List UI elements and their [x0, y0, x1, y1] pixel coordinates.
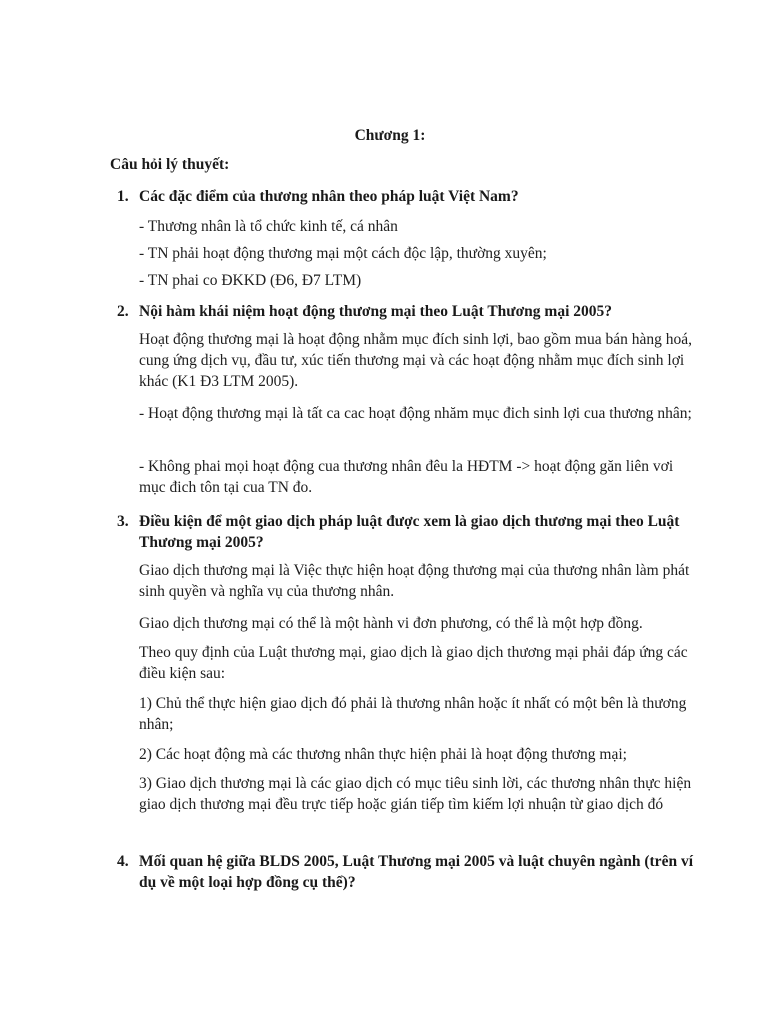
answer-paragraph: - TN phải hoạt động thương mại một cách độc lập, thường xuyên;	[139, 245, 547, 262]
answer-paragraph: Theo quy định của Luật thương mại, giao dịch là giao dịch thương mại phải đáp ứng các điều kiện sau:	[139, 644, 688, 682]
question-number: 3.	[117, 513, 129, 530]
answer-paragraph: Giao dịch thương mại có thể là một hành vi đơn phương, có thể là một hợp đồng.	[139, 615, 643, 632]
question-4-heading	[117, 851, 697, 893]
question-title: Mối quan hệ giữa BLDS 2005, Luật Thương mại 2005 và luật chuyên ngành (trên ví dụ về một loại hợp đồng cụ thể)?	[139, 853, 693, 891]
question-title: Nội hàm khái niệm hoạt động thương mại theo Luật Thương mại 2005?	[139, 303, 613, 320]
question-1-heading	[117, 186, 697, 207]
chapter-title: Chương 1:	[354, 127, 426, 144]
question-number: 1.	[117, 188, 129, 205]
answer-paragraph: 2) Các hoạt động mà các thương nhân thực hiện phải là hoạt động thương mại;	[139, 746, 627, 763]
question-2-heading	[117, 301, 697, 322]
answer-paragraph: - TN phai co ĐKKD (Đ6, Đ7 LTM)	[139, 272, 362, 289]
question-number: 4.	[117, 853, 129, 870]
question-title: Điều kiện để một giao dịch pháp luật được xem là giao dịch thương mại theo Luật Thương mại 2005?	[139, 513, 680, 551]
answer-paragraph: - Không phai mọi hoạt động cua thương nhân đêu la HĐTM -> hoạt động găn liên vơi mục đich tôn tại cua TN đo.	[139, 458, 674, 496]
question-3-heading	[117, 511, 697, 553]
answer-paragraph: - Thương nhân là tổ chức kinh tế, cá nhân	[139, 218, 398, 235]
section-heading: Câu hỏi lý thuyết:	[110, 156, 230, 173]
answer-paragraph: 3) Giao dịch thương mại là các giao dịch có mục tiêu sinh lời, các thương nhân thực hiện giao dịch thương mại đều trực tiếp hoặc gián tiếp tìm kiếm lợi nhuận từ giao dịch đó	[139, 775, 692, 813]
answer-paragraph: Giao dịch thương mại là Việc thực hiện hoạt động thương mại của thương nhân làm phát sinh quyền và nghĩa vụ của thương nhân.	[139, 562, 690, 600]
answer-paragraph: 1) Chủ thể thực hiện giao dịch đó phải là thương nhân hoặc ít nhất có một bên là thương nhân;	[139, 695, 687, 733]
question-number: 2.	[117, 303, 129, 320]
answer-paragraph: Hoạt động thương mại là hoạt động nhằm mục đích sinh lợi, bao gồm mua bán hàng hoá, cung ứng dịch vụ, đầu tư, xúc tiến thương mại và các hoạt động nhằm mục đích sinh lợi khác (K1 Đ3 LTM 2005).	[139, 331, 692, 390]
answer-paragraph: - Hoạt động thương mại là tất ca cac hoạt động nhăm mục đich sinh lợi cua thương nhân;	[139, 405, 692, 422]
question-title: Các đặc điểm của thương nhân theo pháp luật Việt Nam?	[139, 188, 519, 205]
